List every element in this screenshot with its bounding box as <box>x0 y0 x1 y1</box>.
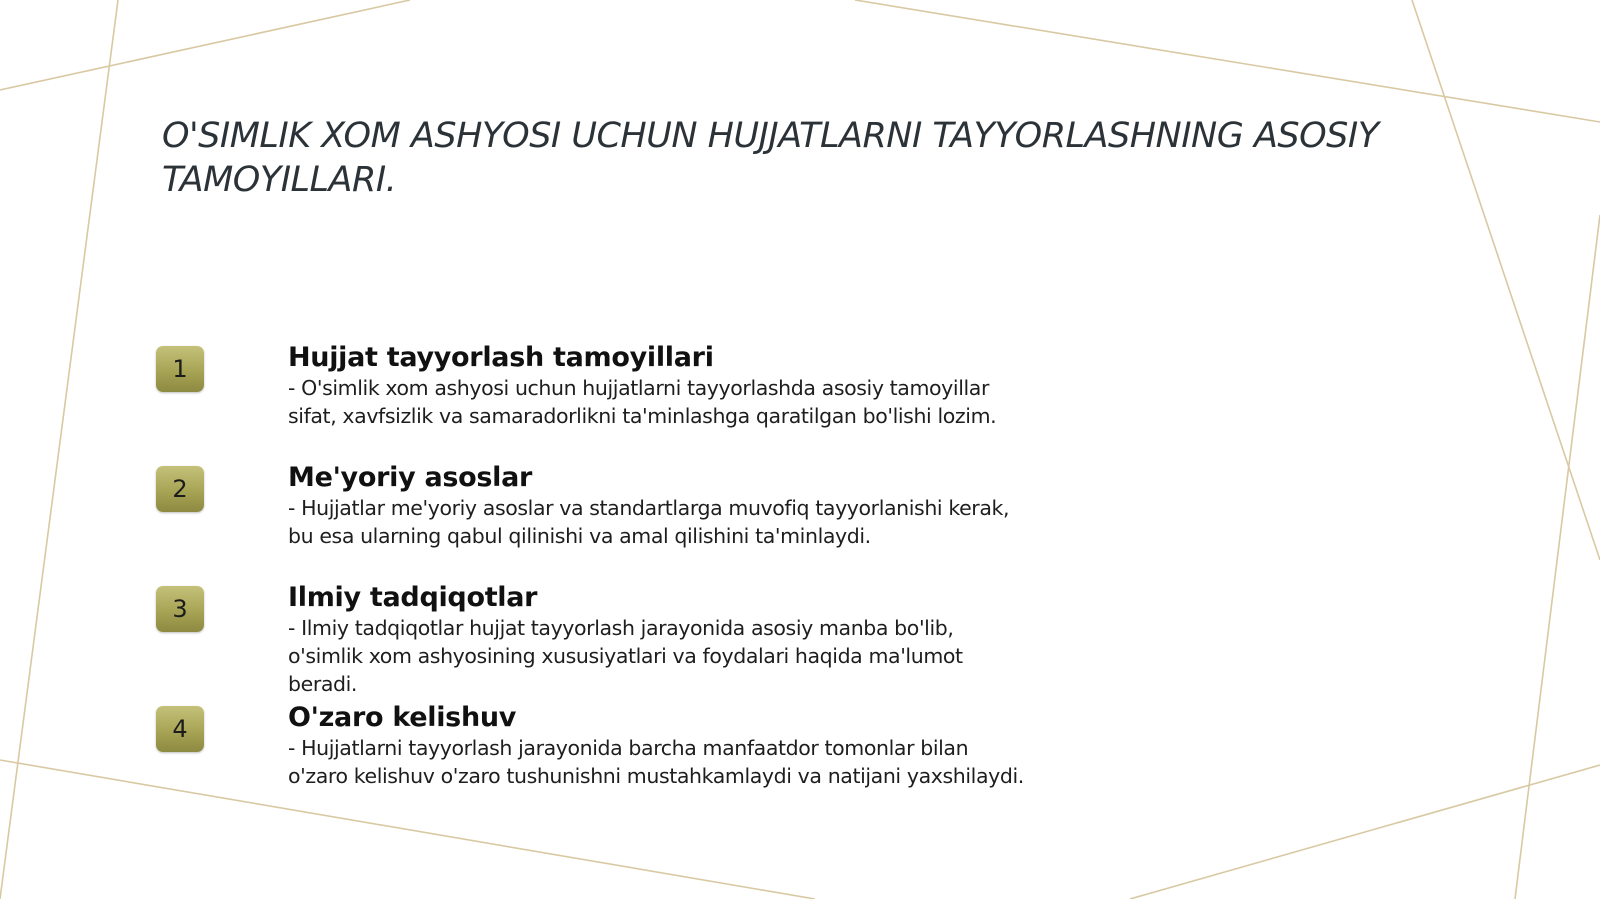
slide-title: O'SIMLIK XOM ASHYOSI UCHUN HUJJATLARNI TAYYORLASHNING ASOSIY TAMOYILLARI. <box>162 116 1379 200</box>
decorative-line <box>855 0 1600 122</box>
list-item-description: - O'simlik xom ashyosi uchun hujjatlarni tayyorlashda asosiy tamoyillar sifat, xavfsizlik va samaradorlikni ta'minlashga qaratilgan bo'lishi lozim. <box>288 376 997 428</box>
number-badge: 3 <box>156 586 204 632</box>
number-badge: 4 <box>156 706 204 752</box>
list-item-description: - Hujjatlarni tayyorlash jarayonida barcha manfaatdor tomonlar bilan o'zaro kelishuv o'zaro tushunishni mustahkamlaydi va natijani yaxshilaydi. <box>288 736 1024 788</box>
list-item-heading: O'zaro kelishuv <box>288 702 517 733</box>
list-item-body <box>288 462 1108 550</box>
list-item-heading: Hujjat tayyorlash tamoyillari <box>288 342 714 373</box>
list-item-description: - Ilmiy tadqiqotlar hujjat tayyorlash jarayonida asosiy manba bo'lib, o'simlik xom ashyosining xususiyatlari va foydalari haqida ma'lumot beradi. <box>288 616 963 696</box>
list-item-body <box>288 702 1108 790</box>
decorative-line <box>1130 765 1600 899</box>
number-badge: 2 <box>156 466 204 512</box>
number-badge: 1 <box>156 346 204 392</box>
decorative-line <box>0 0 118 899</box>
list-item-description: - Hujjatlar me'yoriy asoslar va standartlarga muvofiq tayyorlanishi kerak, bu esa ularning qabul qilinishi va amal qilishini ta'minlaydi. <box>288 496 1010 548</box>
list-item-heading: Ilmiy tadqiqotlar <box>288 582 538 613</box>
decorative-line <box>1515 215 1600 899</box>
list-item-body <box>288 342 1108 430</box>
decorative-line <box>1412 0 1600 560</box>
decorative-line <box>0 0 410 90</box>
list-item-heading: Me'yoriy asoslar <box>288 462 533 493</box>
list-item-body <box>288 582 1108 698</box>
